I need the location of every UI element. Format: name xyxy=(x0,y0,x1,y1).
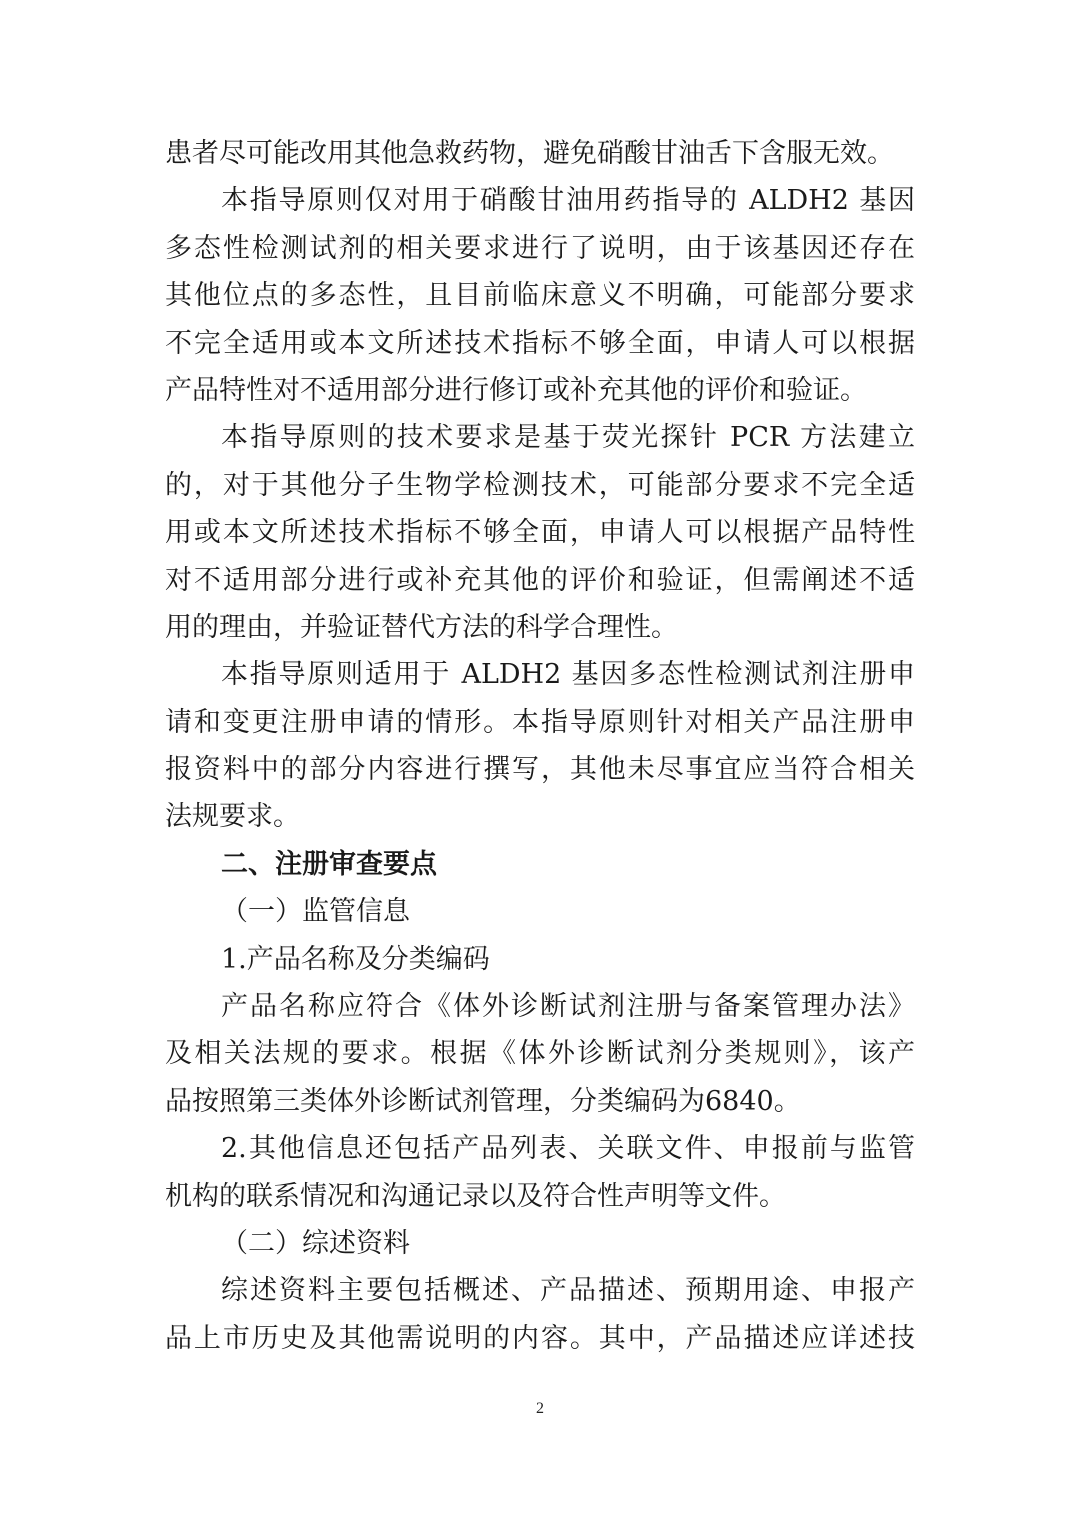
paragraph-line: 品按照第三类体外诊断试剂管理，分类编码为6840。 xyxy=(165,1085,801,1117)
paragraph-line: 患者尽可能改用其他急救药物，避免硝酸甘油舌下含服无效。 xyxy=(165,138,894,169)
paragraph-line: 本指导原则仅对用于硝酸甘油用药指导的 ALDH2 基因 xyxy=(221,185,915,217)
paragraph-line: 产品名称应符合《体外诊断试剂注册与备案管理办法》 xyxy=(221,991,915,1023)
page-number: 2 xyxy=(536,1400,544,1417)
paragraph-line: 综述资料主要包括概述、产品描述、预期用途、申报产 xyxy=(221,1275,915,1307)
paragraph-line: 请和变更注册申请的情形。本指导原则针对相关产品注册申 xyxy=(165,706,915,738)
section-heading: 二、注册审查要点 xyxy=(221,848,437,880)
subsection-heading: （二）综述资料 xyxy=(221,1227,410,1259)
paragraph-line: 机构的联系情况和沟通记录以及符合性声明等文件。 xyxy=(165,1180,786,1212)
paragraph-line: 对不适用部分进行或补充其他的评价和验证，但需阐述不适 xyxy=(165,564,915,596)
paragraph-line: 的，对于其他分子生物学检测技术，可能部分要求不完全适 xyxy=(165,469,915,501)
subsection-heading: （一）监管信息 xyxy=(221,896,410,928)
paragraph-line: 本指导原则的技术要求是基于荧光探针 PCR 方法建立 xyxy=(221,422,915,454)
paragraph-line: 其他位点的多态性，且目前临床意义不明确，可能部分要求 xyxy=(165,280,915,312)
paragraph-line: 本指导原则适用于 ALDH2 基因多态性检测试剂注册申 xyxy=(221,659,915,691)
paragraph-line: 品上市历史及其他需说明的内容。其中，产品描述应详述技 xyxy=(165,1322,915,1354)
paragraph-line: 2.其他信息还包括产品列表、关联文件、申报前与监管 xyxy=(221,1133,915,1165)
paragraph-line: 多态性检测试剂的相关要求进行了说明，由于该基因还存在 xyxy=(165,232,915,264)
paragraph-line: 用的理由，并验证替代方法的科学合理性。 xyxy=(165,611,678,643)
item-heading: 1.产品名称及分类编码 xyxy=(221,943,490,975)
paragraph-line: 用或本文所述技术指标不够全面，申请人可以根据产品特性 xyxy=(165,517,915,549)
paragraph-line: 不完全适用或本文所述技术指标不够全面，申请人可以根据 xyxy=(165,327,915,359)
paragraph-line: 产品特性对不适用部分进行修订或补充其他的评价和验证。 xyxy=(165,374,867,406)
body-text xyxy=(165,130,915,1362)
paragraph-line: 法规要求。 xyxy=(165,801,300,833)
paragraph-line: 及相关法规的要求。根据《体外诊断试剂分类规则》，该产 xyxy=(165,1038,915,1070)
paragraph-line: 报资料中的部分内容进行撰写，其他未尽事宜应当符合相关 xyxy=(165,754,915,786)
